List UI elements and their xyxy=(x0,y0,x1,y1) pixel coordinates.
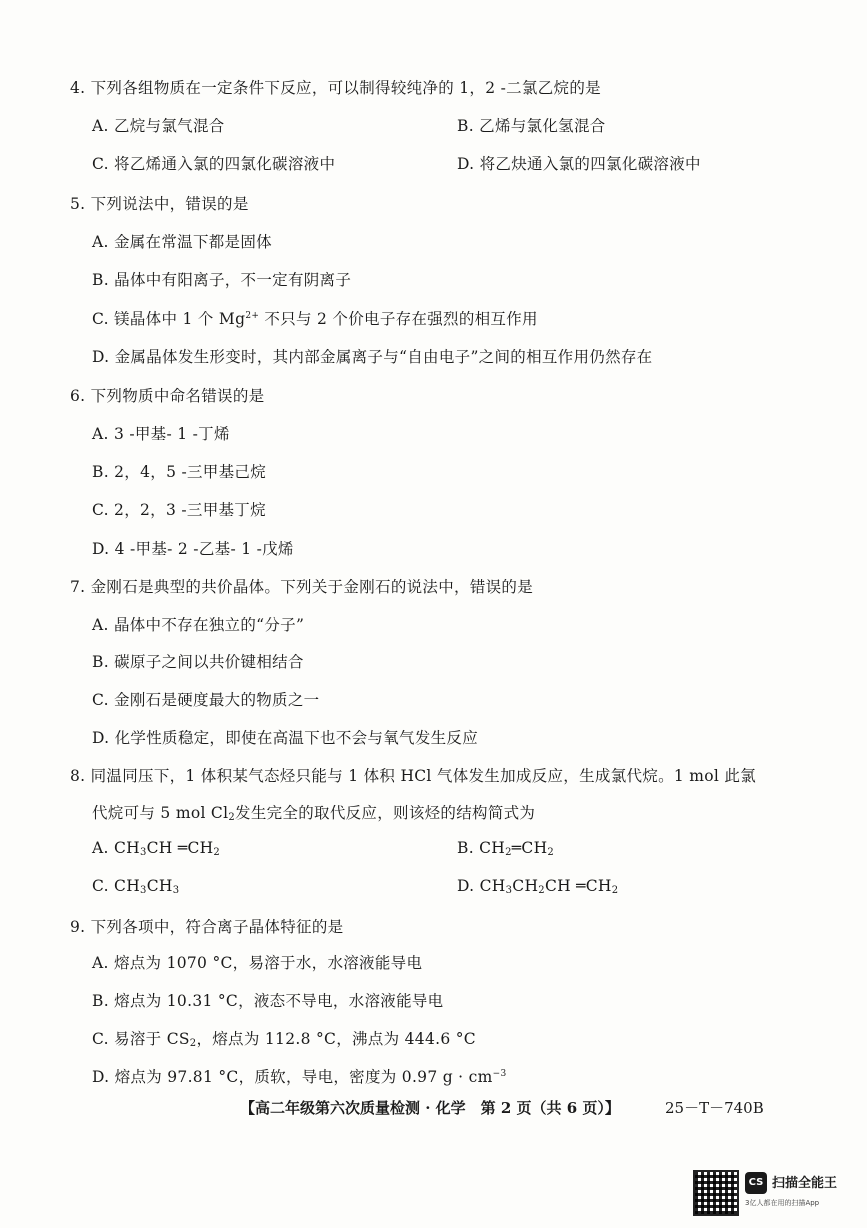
scanner-tagline: 3亿人都在用的扫描App xyxy=(745,1199,820,1207)
question-6-stem: 6. 下列物质中命名错误的是 xyxy=(70,387,265,405)
question-8-stem-line2-pre: 代烷可与 5 mol Cl xyxy=(92,804,229,822)
q8a-t2: CH ═CH xyxy=(146,839,214,857)
q8a-t1: A. CH xyxy=(92,839,140,857)
question-8-stem-line2-sub: 2 xyxy=(228,812,236,823)
question-8-stem-line1: 8. 同温同压下，1 体积某气态烃只能与 1 体积 HCl 气体发生加成反应，生成氯代烷。1 mol 此氯 xyxy=(70,767,757,785)
question-9-option-c-sub: 2 xyxy=(189,1038,197,1049)
question-6-option-d: D. 4 -甲基- 2 -乙基- 1 -戊烯 xyxy=(92,540,294,558)
question-7-option-c: C. 金刚石是硬度最大的物质之一 xyxy=(92,691,320,709)
q8d-s2: 2 xyxy=(538,885,545,896)
question-8-stem-line2-post: 发生完全的取代反应，则该烃的结构简式为 xyxy=(235,804,536,822)
question-9-option-d-sup: −3 xyxy=(492,1069,507,1079)
q8b-s2: 2 xyxy=(547,847,555,858)
question-6-option-b: B. 2，4，5 -三甲基己烷 xyxy=(92,463,266,481)
question-9-option-c-post: ，熔点为 112.8 °C，沸点为 444.6 °C xyxy=(196,1030,476,1048)
question-5-option-c-pre: C. 镁晶体中 1 个 Mg xyxy=(92,310,246,328)
question-4-option-a: A. 乙烷与氯气混合 xyxy=(92,117,225,135)
question-7-stem: 7. 金刚石是典型的共价晶体。下列关于金刚石的说法中，错误的是 xyxy=(70,578,534,596)
question-9-stem: 9. 下列各项中，符合离子晶体特征的是 xyxy=(70,918,344,936)
q8d-s3: 2 xyxy=(611,885,619,896)
question-7-option-b: B. 碳原子之间以共价键相结合 xyxy=(92,653,304,671)
question-5-option-a: A. 金属在常温下都是固体 xyxy=(92,233,272,251)
question-5-option-c-sup: 2+ xyxy=(245,311,260,321)
scanner-app-name: 扫描全能王 xyxy=(772,1176,838,1191)
question-8-option-b xyxy=(457,839,554,858)
q8a-s2: 2 xyxy=(213,847,221,858)
question-8-option-a xyxy=(92,839,220,858)
question-9-option-d-pre: D. 熔点为 97.81 °C，质软，导电，密度为 0.97 g · cm xyxy=(92,1068,493,1086)
q8d-t2: CH xyxy=(512,877,539,895)
question-8-option-d xyxy=(457,877,618,896)
question-5-option-d: D. 金属晶体发生形变时，其内部金属离子与“自由电子”之间的相互作用仍然存在 xyxy=(92,348,653,366)
question-9-option-b: B. 熔点为 10.31 °C，液态不导电，水溶液能导电 xyxy=(92,992,444,1010)
question-9-option-c xyxy=(92,1027,476,1049)
qr-code-icon xyxy=(693,1170,739,1216)
question-4-option-b: B. 乙烯与氯化氢混合 xyxy=(457,117,606,135)
q8d-t1: D. CH xyxy=(457,877,506,895)
q8a-s1: 3 xyxy=(139,847,147,858)
question-5-option-b: B. 晶体中有阳离子，不一定有阴离子 xyxy=(92,271,352,289)
exam-code: 25－T－740B xyxy=(665,1099,764,1117)
q8b-t1: B. CH xyxy=(457,839,506,857)
question-9-option-d xyxy=(92,1065,507,1087)
q8c-t1: C. CH xyxy=(92,877,141,895)
question-5-option-c-post: 不只与 2 个价电子存在强烈的相互作用 xyxy=(259,310,538,328)
question-8-option-c xyxy=(92,877,179,896)
question-8-stem-line2 xyxy=(92,801,535,823)
camscanner-logo-icon: CS xyxy=(745,1172,767,1194)
q8c-s1: 3 xyxy=(140,885,147,896)
question-6-option-c: C. 2，2，3 -三甲基丁烷 xyxy=(92,501,266,519)
q8d-t3: CH ═CH xyxy=(544,877,612,895)
q8c-s2: 3 xyxy=(172,885,180,896)
question-5-stem: 5. 下列说法中，错误的是 xyxy=(70,195,249,213)
q8c-t2: CH xyxy=(146,877,173,895)
question-4-stem: 4. 下列各组物质在一定条件下反应，可以制得较纯净的 1，2 -二氯乙烷的是 xyxy=(70,79,601,97)
question-9-option-c-pre: C. 易溶于 CS xyxy=(92,1030,190,1048)
question-7-option-a: A. 晶体中不存在独立的“分子” xyxy=(92,616,305,634)
page-footer-title: 【高二年级第六次质量检测 · 化学 第 2 页（共 6 页）】 xyxy=(240,1099,620,1117)
question-7-option-d: D. 化学性质稳定，即使在高温下也不会与氧气发生反应 xyxy=(92,729,479,747)
question-6-option-a: A. 3 -甲基- 1 -丁烯 xyxy=(92,425,230,443)
question-5-option-c xyxy=(92,307,538,329)
q8d-s1: 3 xyxy=(505,885,513,896)
q8b-s1: 2 xyxy=(505,847,512,858)
q8b-t2: ═CH xyxy=(511,839,548,857)
question-4-option-d: D. 将乙炔通入氯的四氯化碳溶液中 xyxy=(457,155,701,173)
question-4-option-c: C. 将乙烯通入氯的四氯化碳溶液中 xyxy=(92,155,336,173)
question-9-option-a: A. 熔点为 1070 °C，易溶于水，水溶液能导电 xyxy=(92,954,423,972)
